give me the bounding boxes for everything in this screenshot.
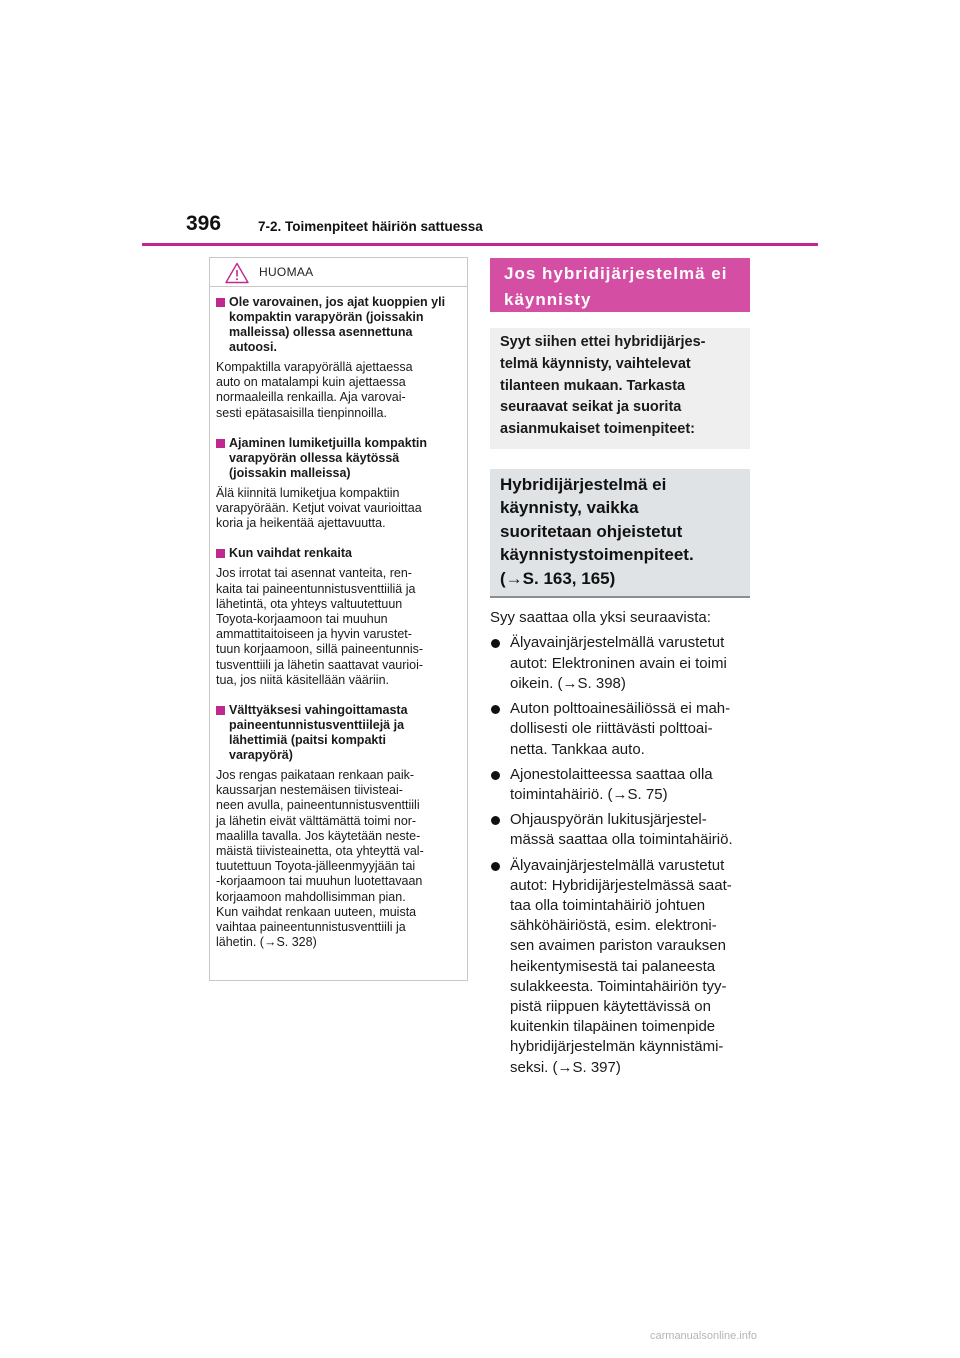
section-title: 7-2. Toimenpiteet häiriön sattuessa (258, 219, 483, 234)
main-column (490, 258, 750, 1078)
notice-block-heading (216, 295, 453, 355)
notice-block (216, 546, 453, 688)
notice-block-heading (216, 546, 453, 561)
list-item-text: Auton polttoainesäiliössä ei mah- dollisesti ole riittävästi polttoai- netta. Tankkaa auto. (510, 700, 731, 758)
notice-block-heading (216, 436, 453, 481)
bullet-dot-icon (491, 816, 500, 825)
list-item (490, 633, 750, 694)
list-item-text: Älyavainjärjestelmällä varustetut autot: Elektroninen avain ei toimi oikein. (→S. 398) (510, 634, 727, 692)
bullet-dot-icon (491, 705, 500, 714)
notice-box (209, 257, 468, 981)
square-bullet-icon (216, 706, 225, 715)
notice-block (216, 436, 453, 532)
bullet-dot-icon (491, 771, 500, 780)
notice-block-body: Älä kiinnitä lumiketjua kompaktiin varapyörään. Ketjut voivat vaurioittaa koria ja heikentää ajettavuutta. (216, 485, 422, 531)
notice-block (216, 295, 453, 421)
list-item (490, 765, 750, 805)
notice-block (216, 703, 453, 950)
notice-block-body: Jos irrotat tai asennat vanteita, ren- kaita tai paineentunnistusventtiiliä ja lähetintä, ota yhteys valtuutettuun Toyota-korjaamoon tai muuhun ammattitaitoiseen ja hyvin varustet- tuun korjaamoon, sillä paineentunnis- tusventtiili ja lähetin saattavat vaurioi- tua, jos niitä käsitellään vääriin. (216, 566, 424, 687)
bullet-dot-icon (491, 639, 500, 648)
notice-header (210, 258, 467, 287)
notice-block-heading-text: Kun vaihdat renkaita (229, 546, 352, 561)
subheading-box: Hybridijärjestelmä ei käynnisty, vaikka suoritetaan ohjeistetut käynnistystoimenpiteet. (→S. 163, 165) (490, 469, 750, 599)
warning-triangle-icon (225, 262, 249, 284)
list-item-text: Ajonestolaitteessa saattaa olla toimintahäiriö. (→S. 75) (510, 765, 713, 803)
section-banner: Jos hybridijärjestelmä ei käynnisty (490, 258, 750, 312)
list-item (490, 699, 750, 760)
square-bullet-icon (216, 549, 225, 558)
header-rule (142, 243, 818, 246)
cause-list (490, 633, 750, 1077)
list-item-text: Älyavainjärjestelmällä varustetut autot: Hybridijärjestelmässä saat- taa olla toimintahäiriö johtuen sähköhäiriöstä, esim. elektroni- sen avaimen pariston varauksen heikentymisestä tai palaneesta sulakkeesta. Toimintahäiriön tyy- pistä riippuen käytettävissä on kuitenkin tilapäinen toimenpide hybridijärjestelmän käynnistämi- seksi. (→S. 397) (510, 856, 732, 1076)
notice-block-heading-text: Välttyäksesi vahingoittamasta paineentunnistusventtiilejä ja lähettimiä (paitsi kompakti varapyörä) (229, 703, 408, 763)
square-bullet-icon (216, 298, 225, 307)
notice-block-heading-text: Ole varovainen, jos ajat kuoppien yli kompaktin varapyörän (joissakin malleissa) ollessa asennettuna autoosi. (229, 295, 446, 354)
list-item (490, 856, 750, 1078)
square-bullet-icon (216, 439, 225, 448)
intro-text: Syy saattaa olla yksi seuraavista: (490, 609, 711, 627)
notice-title: HUOMAA (259, 265, 314, 279)
list-item (490, 810, 750, 850)
bullet-dot-icon (491, 862, 500, 871)
notice-block-heading-text: Ajaminen lumiketjuilla kompaktin varapyörän ollessa käytössä (joissakin malleissa) (229, 435, 427, 480)
list-item-text: Ohjauspyörän lukitusjärjestel- mässä saattaa olla toimintahäiriö. (510, 811, 733, 849)
watermark: carmanualsonline.info (650, 1330, 758, 1342)
page-number: 396 (186, 212, 222, 235)
notice-block-heading (216, 703, 453, 763)
notice-block-body: Jos rengas paikataan renkaan paik- kaussarjan nestemäisen tiivisteai- neen avulla, paineentunnistusventtiili ja lähetin eivät välttämättä toimi nor- maalilla tavalla. Jos käytetään neste- mäistä tiivisteainetta, ota yhteyttä val- tuutettuun Toyota-jälleenmyyjään tai -korjaamoon tai muuhun luotettavaan korjaamoon mahdollisimman pian. Kun vaihdat renkaan uuteen, muista vaihtaa paineentunnistusventtiili ja lähetin. (→S. 328) (216, 768, 424, 950)
notice-block-body: Kompaktilla varapyörällä ajettaessa auto on matalampi kuin ajettaessa normaaleilla renkailla. Aja varovai- sesti epätasaisilla tienpinnoilla. (216, 360, 413, 420)
lead-box: Syyt siihen ettei hybridijärjes- telmä käynnisty, vaihtelevat tilanteen mukaan. Tarkasta seuraavat seikat ja suorita asianmukaiset toimenpiteet: (490, 328, 750, 449)
